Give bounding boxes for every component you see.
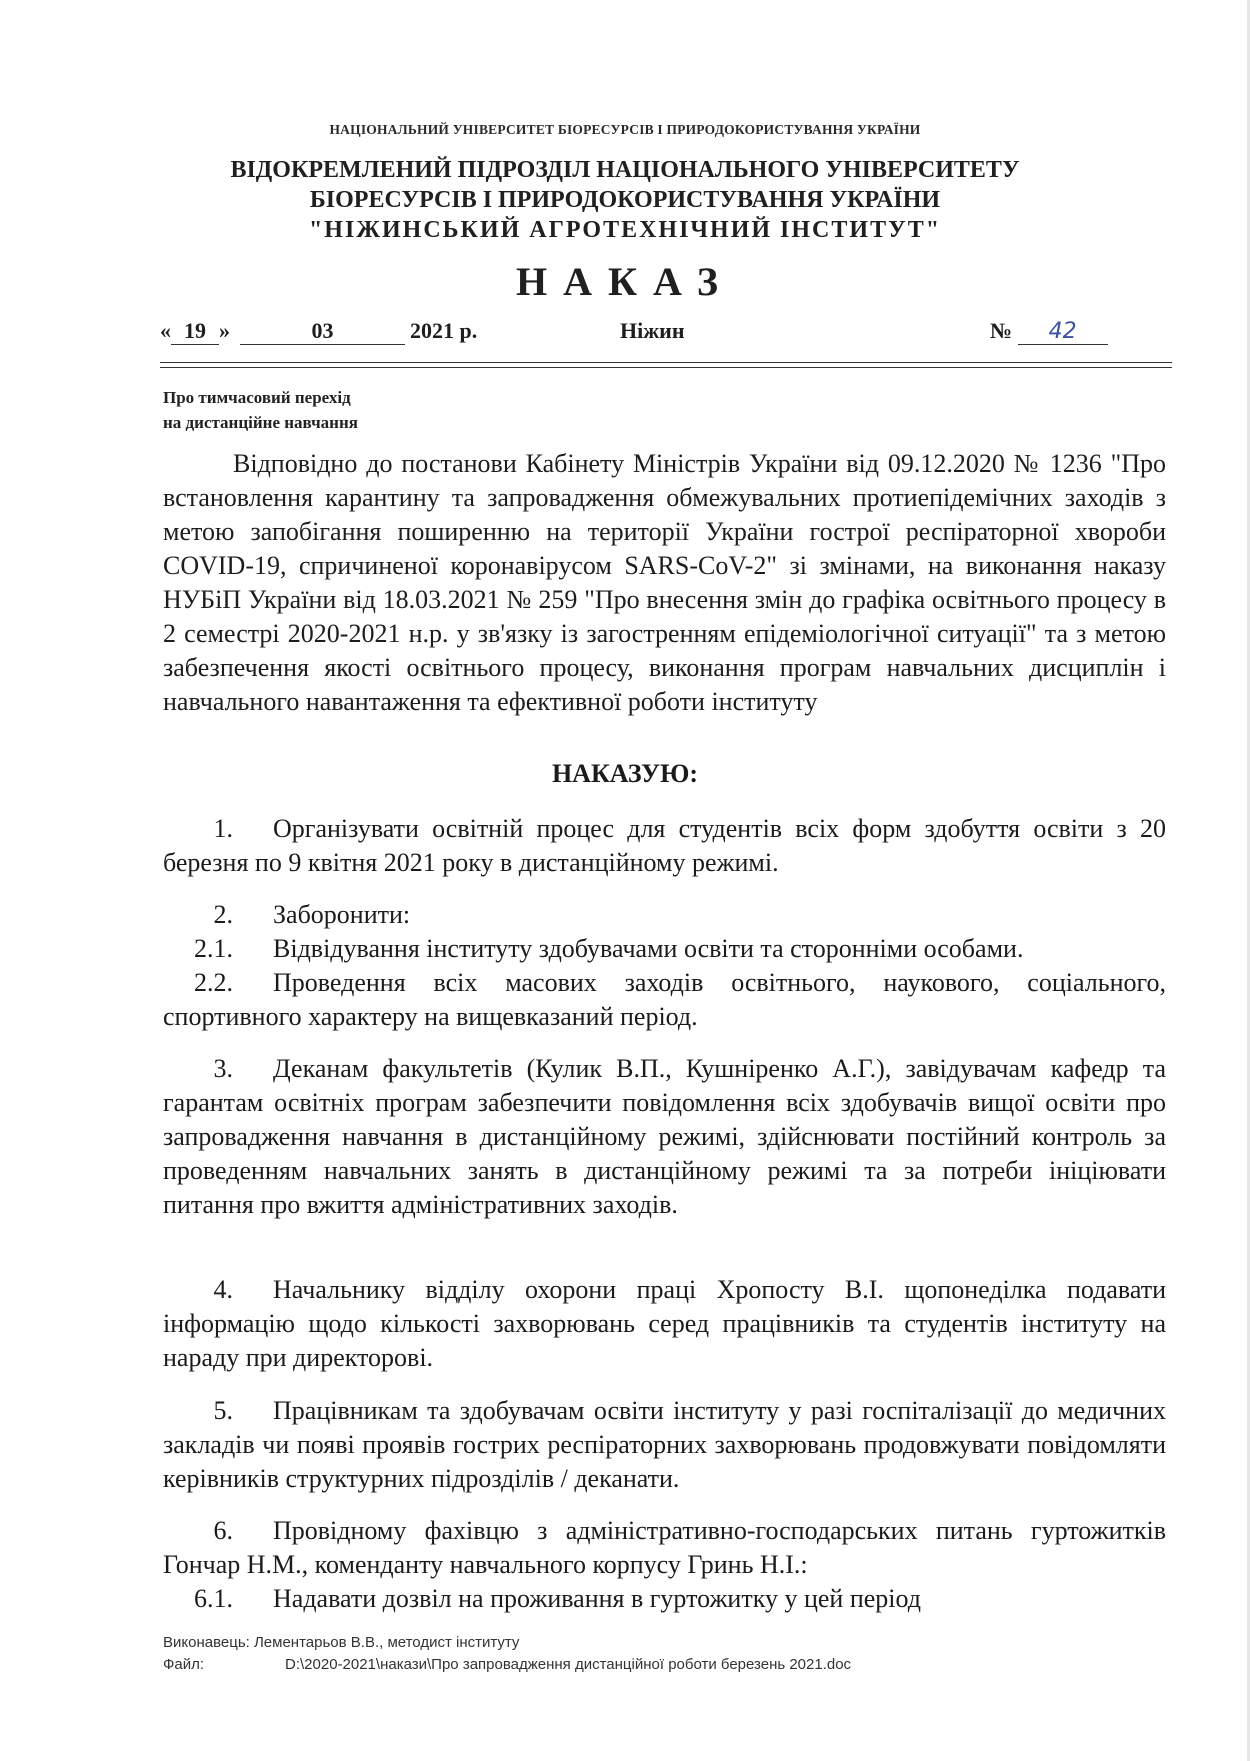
document-title: НАКАЗ <box>515 259 734 304</box>
item-number: 3. <box>213 1054 233 1083</box>
order-heading: НАКАЗУЮ: <box>551 759 699 788</box>
city: Ніжин <box>620 318 685 343</box>
item-text: Відвідування інституту здобувачами освіти та сторонніми особами. <box>273 934 1024 963</box>
university-name: НАЦІОНАЛЬНИЙ УНІВЕРСИТЕТ БІОРЕСУРСІВ І ПРИРОДОКОРИСТУВАННЯ УКРАЇНИ <box>329 122 921 137</box>
institute-name-line-1: ВІДОКРЕМЛЕНИЙ ПІДРОЗДІЛ НАЦІОНАЛЬНОГО УНІВЕРСИТЕТУ <box>230 157 1020 183</box>
order-item-1 <box>163 812 1166 880</box>
order-subject <box>163 385 358 435</box>
header-rule <box>160 362 1172 363</box>
order-item-2-1 <box>163 932 1166 966</box>
order-item-3 <box>163 1052 1166 1222</box>
item-text: Проведення всіх масових заходів освітнього, наукового, соціального, спортивного характеру на вищевказаний період. <box>163 968 1166 1031</box>
item-number: 2. <box>213 900 233 929</box>
order-item-4 <box>163 1273 1166 1375</box>
item-text: Працівникам та здобувачам освіти інституту у разі госпіталізації до медичних закладів чи появі проявів гострих респіраторних захворювань продовжувати повідомляти керівників структурних підрозділів / деканати. <box>163 1396 1166 1493</box>
subject-line-1: Про тимчасовий перехід <box>163 388 351 407</box>
item-number: 2.2. <box>194 968 233 997</box>
order-number-label: № <box>990 318 1013 343</box>
item-text: Начальнику відділу охорони праці Хропосту В.І. щопонеділка подавати інформацію щодо кількості захворювань серед працівників та студентів інституту на нараду при директорові. <box>163 1275 1166 1372</box>
order-item-2-2 <box>163 966 1166 1034</box>
institute-name <box>0 155 1250 245</box>
date-year: 2021 р. <box>410 318 478 343</box>
preamble <box>163 447 1166 719</box>
item-number: 2.1. <box>194 934 233 963</box>
footer-executor: Виконавець: Лементарьов В.В., методист інституту <box>163 1634 520 1651</box>
footer-file-label: Файл: <box>163 1656 205 1673</box>
order-number-value: 42 <box>1018 319 1108 345</box>
item-number: 6.1. <box>194 1584 233 1613</box>
item-number: 4. <box>213 1275 233 1304</box>
item-text: Організувати освітній процес для студентів всіх форм здобуття освіти з 20 березня по 9 квітня 2021 року в дистанційному режимі. <box>163 814 1166 877</box>
item-number: 1. <box>213 814 233 843</box>
order-item-6-1 <box>163 1582 1166 1616</box>
item-text: Надавати дозвіл на проживання в гуртожитку у цей період <box>273 1584 921 1613</box>
date-month: 03 <box>240 318 405 345</box>
institute-name-line-3: "НІЖИНСЬКИЙ АГРОТЕХНІЧНИЙ ІНСТИТУТ" <box>308 217 942 243</box>
subject-line-2: на дистанційне навчання <box>163 413 358 432</box>
preamble-text: Відповідно до постанови Кабінету Міністрів України від 09.12.2020 № 1236 "Про встановлення карантину та запровадження обмежувальних протиепідемічних заходів з метою запобігання поширенню на території України гострої респіраторної хвороби COVID-19, спричиненої коронавірусом SARS-CoV-2" зі змінами, на виконання наказу НУБіП України від 18.03.2021 № 259 "Про внесення змін до графіка освітнього процесу в 2 семестрі 2020-2021 н.р. у зв'язку із загостренням епідеміологічної ситуації" та з метою забезпечення якості освітнього процесу, виконання програм навчальних дисциплін і навчального навантаження та ефективної роботи інституту <box>163 449 1166 716</box>
date-day-value: 19 <box>171 318 219 345</box>
order-item-5 <box>163 1394 1166 1496</box>
footer-file-path: D:\2020-2021\накази\Про запровадження дистанційної роботи березень 2021.doc <box>285 1656 852 1673</box>
order-number <box>990 318 1108 345</box>
order-item-6 <box>163 1514 1166 1582</box>
footer-file <box>163 1656 851 1673</box>
header-rule-double <box>160 367 1172 368</box>
item-number: 6. <box>213 1516 233 1545</box>
order-item-2 <box>163 898 1166 932</box>
item-text: Провідному фахівцю з адміністративно-господарських питань гуртожитків Гончар Н.М., коменданту навчального корпусу Гринь Н.І.: <box>163 1516 1166 1579</box>
item-text: Деканам факультетів (Кулик В.П., Кушнірeнко А.Г.), завідувачам кафедр та гарантам освітніх програм забезпечити повідомлення всіх здобувачів вищої освіти про запровадження навчання в дистанційному режимі, здійснювати постійний контроль за проведенням навчальних занять в дистанційному режимі та за потреби ініціювати питання про вжиття адміністративних заходів. <box>163 1054 1166 1219</box>
item-text: Заборонити: <box>273 900 411 929</box>
date-day: « 19 » <box>160 318 230 343</box>
institute-name-line-2: БІОРЕСУРСІВ І ПРИРОДОКОРИСТУВАННЯ УКРАЇНИ <box>309 187 941 213</box>
item-number: 5. <box>213 1396 233 1425</box>
